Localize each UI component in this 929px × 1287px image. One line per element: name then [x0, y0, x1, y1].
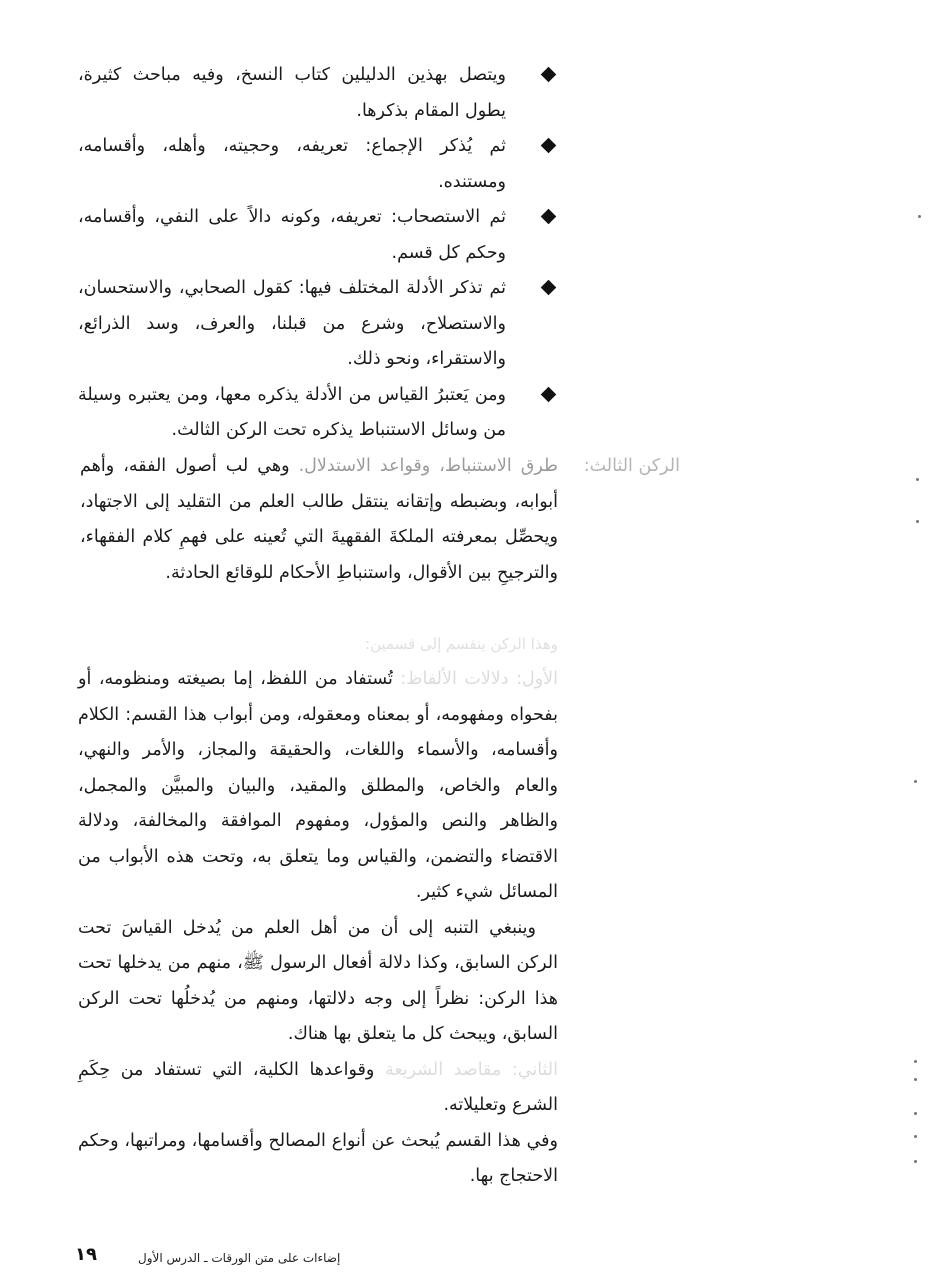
page-footer [0, 1243, 929, 1273]
diamond-bullet-icon [541, 386, 557, 402]
margin-dot [914, 1160, 917, 1163]
margin-dot [914, 1112, 917, 1115]
pillar-body: وهي لب أصول الفقه، وأهم أبوابه، وبضبطه وإتقانه ينتقل طالب العلم من التقليد إلى الاجتهاد، ويحصِّل بمعرفته الملكةَ الفقهيةَ التي تُعينه على فهمِ كلام الفقهاء، والترجيحِ بين الأقوال، واستنباطِ الأحكام للوقائع الحادثة. [80, 456, 558, 583]
bullet-text: ثم تذكر الأدلة المختلف فيها: كقول الصحابي، والاستحسان، والاستصلاح، وشرع من قبلنا، والعرف، وسد الذرائع، والاستقراء، ونحو ذلك. [78, 278, 506, 369]
pillar-faded-lead: طرق الاستنباط، وقواعد الاستدلال. [298, 456, 558, 476]
diamond-bullet-icon [541, 67, 557, 83]
note-paragraph [78, 911, 558, 1053]
diamond-bullet-icon [541, 138, 557, 154]
closing-paragraph: وفي هذا القسم يُبحث عن أنواع المصالح وأقسامها، ومراتبها، وحكم الاحتجاج بها. [78, 1130, 558, 1186]
margin-dot [916, 478, 919, 481]
first-division-paragraph [78, 662, 558, 911]
margin-dot [914, 1060, 917, 1063]
running-title: إضاءات على متن الورقات ـ الدرس الأول [138, 1251, 341, 1265]
pillar-three-section [80, 449, 680, 591]
margin-dot [918, 215, 921, 218]
divisions-section [78, 632, 558, 1195]
list-item [78, 378, 568, 449]
diamond-bullet-icon [541, 280, 557, 296]
diamond-bullet-icon [541, 209, 557, 225]
margin-dot [914, 1078, 917, 1081]
first-division-text: تُستفاد من اللفظ، إما بصيغته ومنظومه، أو بفحواه ومفهومه، أو بمعناه ومعقوله، ومن أبواب هذا القسم: الكلام وأقسامه، والأسماء واللغات، والحقيقة والمجاز، والأمر والنهي، والعام والخاص، والمطلق والمقيد، والبيان والمبيَّن والمجمل، والظاهر والنص والمؤول، ومفهوم الموافقة والمخالفة، ودلالة الاقتضاء والتضمن، والقياس وما يتعلق به، وتحت هذه الأبواب من المسائل شيء كثير. [78, 669, 558, 902]
margin-dot [914, 780, 917, 783]
margin-dot [914, 1135, 917, 1138]
note-text: وينبغي التنبه إلى أن من أهل العلم من يُدخل القياسَ تحت الركن السابق، وكذا دلالة أفعال الرسول ﷺ، منهم من يدخلها تحت هذا الركن: نظراً إلى وجه دلالتها، ومنهم من يُدخلُها تحت الركن السابق، ويبحث كل ما يتعلق بها هناك. [78, 917, 558, 1044]
faint-heading: وهذا الركن ينقسم إلى قسمين: [365, 635, 558, 653]
bullet-text: ويتصل بهذين الدليلين كتاب النسخ، وفيه مباحث كثيرة، يطول المقام بذكرها. [78, 65, 506, 121]
first-division-lead: الأول: دلالات الألفاظ: [400, 669, 558, 689]
bullet-text: ثم الاستصحاب: تعريفه، وكونه دالاً على النفي، وأقسامه، وحكم كل قسم. [78, 207, 506, 263]
pillar-paragraph [80, 449, 558, 591]
second-division-lead: الثاني: مقاصد الشريعة [384, 1059, 558, 1080]
list-item [78, 271, 568, 378]
pillar-label: الركن الثالث: [583, 456, 680, 476]
second-division-text: وقواعدها الكلية، التي تستفاد من حِكَمِ الشرع وتعليلاته. [78, 1059, 558, 1115]
bullet-text: ثم يُذكر الإجماع: تعريفه، وحجيته، وأهله، وأقسامه، ومستنده. [78, 136, 506, 192]
list-item [78, 129, 568, 200]
list-item [78, 58, 568, 129]
bullet-list [78, 58, 568, 449]
second-division-paragraph [78, 1053, 558, 1124]
margin-marks [889, 0, 929, 1287]
list-item [78, 200, 568, 271]
page-number: ١٩ [75, 1244, 97, 1265]
bullet-text: ومن يَعتبرُ القياس من الأدلة يذكره معها، ومن يعتبره وسيلة من وسائل الاستنباط يذكره تحت الركن الثالث. [78, 384, 506, 440]
margin-dot [916, 520, 919, 523]
